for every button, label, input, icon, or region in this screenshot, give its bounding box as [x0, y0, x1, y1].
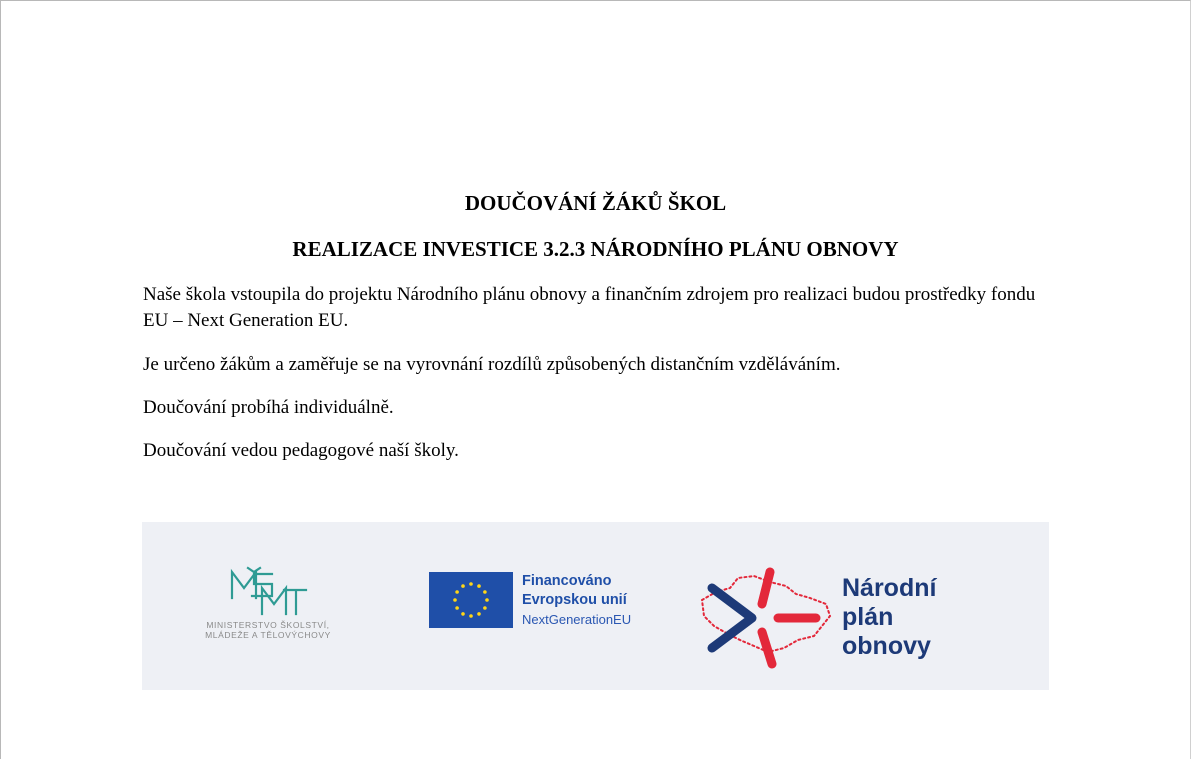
eu-flag-icon: [429, 572, 513, 628]
eu-text: [522, 572, 631, 629]
npo-mark-icon: [698, 564, 834, 672]
npo-line1: Národní: [842, 574, 937, 602]
eu-line1: Financováno: [522, 573, 612, 589]
paragraph-purpose: Je určeno žákům a zaměřuje se na vyrovnání rozdílů způsobených distančním vzděláváním.: [143, 354, 841, 375]
document-subtitle: REALIZACE INVESTICE 3.2.3 NÁRODNÍHO PLÁNU OBNOVY: [292, 237, 899, 261]
eu-line2: Evropskou unií: [522, 592, 627, 608]
paragraph-project: Naše škola vstoupila do projektu Národního plánu obnovy a finančním zdrojem pro realizaci budou prostředky fondu EU – Next Generation EU.: [143, 284, 1036, 331]
msmt-logo: [188, 566, 348, 646]
paragraph-teachers: Doučování vedou pedagogové naší školy.: [143, 440, 459, 461]
paragraph-form: Doučování probíhá individuálně.: [143, 397, 394, 418]
msmt-mark-icon: [188, 566, 348, 618]
logo-band: [142, 522, 1049, 690]
npo-logo: [698, 564, 958, 672]
msmt-caption: [188, 620, 348, 640]
eu-line3: NextGenerationEU: [522, 612, 632, 627]
npo-line3: obnovy: [842, 632, 931, 660]
msmt-caption-line2: MLÁDEŽE A TĚLOVÝCHOVY: [205, 630, 331, 640]
npo-text: [842, 574, 936, 661]
document-title: DOUČOVÁNÍ ŽÁKŮ ŠKOL: [464, 191, 727, 215]
eu-logo: [429, 572, 669, 630]
npo-line2: plán: [842, 603, 894, 631]
msmt-caption-line1: MINISTERSTVO ŠKOLSTVÍ,: [206, 620, 330, 630]
